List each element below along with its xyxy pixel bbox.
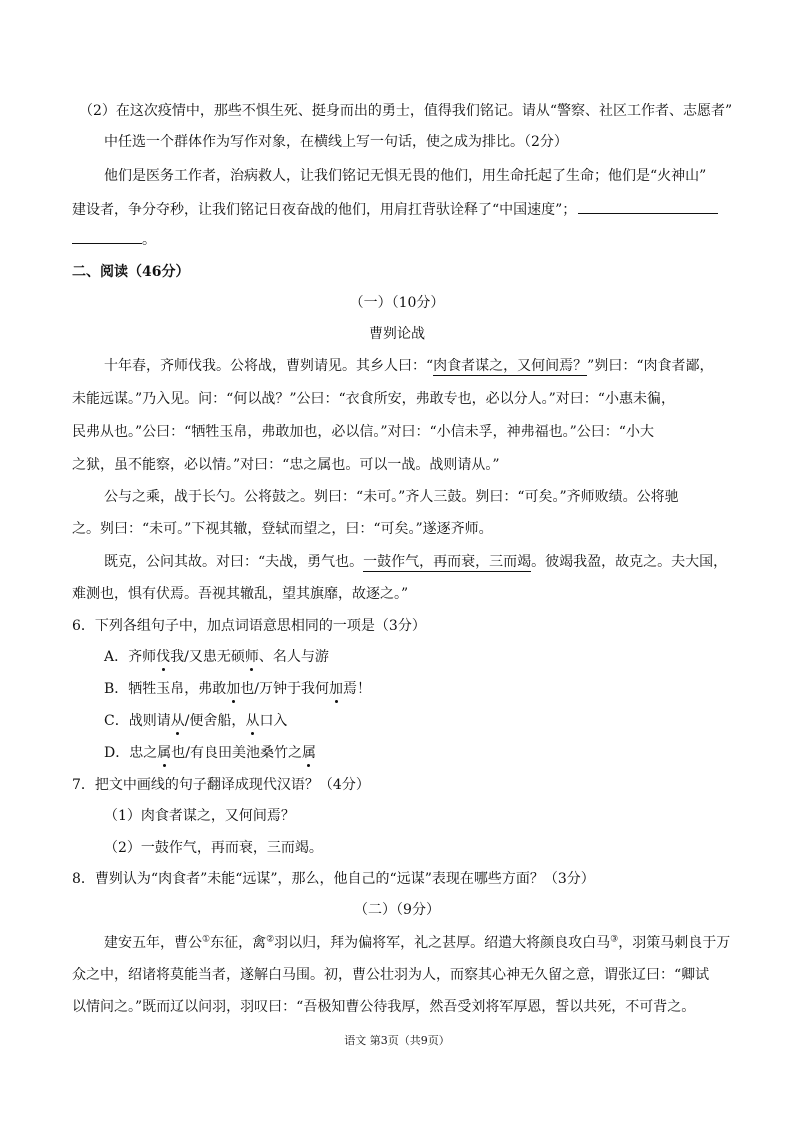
q6-option-d[interactable] xyxy=(104,743,316,763)
passage-p1-line-4: 之狱，虽不能察，必以情。”对曰：“忠之属也。可以一战。战则请从。” xyxy=(72,457,500,473)
part2-heading: （二）（9分） xyxy=(354,902,440,918)
passage-text: ”刿曰：“肉食者鄙， xyxy=(587,358,714,374)
footnote-marker: ③ xyxy=(610,934,619,945)
q2-line-1: （2）在这次疫情中，那些不惧生死、挺身而出的勇士，值得我们铭记。请从“警察、社区工作者、志愿者” xyxy=(79,103,733,119)
passage-title: 曹刿论战 xyxy=(369,326,425,342)
q2-line-2: 中任选一个群体作为写作对象，在横线上写一句话，使之成为排比。（2分） xyxy=(104,134,568,150)
passage-text: 羽以归，拜为偏将军，礼之甚厚。绍遣大将颜良攻白马 xyxy=(274,935,611,951)
passage-p3-line-2: 难测也，惧有伏焉。吾视其辙乱，望其旗靡，故逐之。” xyxy=(72,586,409,602)
passage-text: 建安五年，曹公 xyxy=(104,935,202,951)
q6-stem: 6．下列各组句子中，加点词语意思相同的一项是（3分） xyxy=(72,618,426,634)
q2-example-text: 建设者，争分夺秒，让我们铭记日夜奋战的他们，用肩扛背驮诠释了“中国速度”； xyxy=(72,202,577,218)
q2-period: 。 xyxy=(142,232,156,248)
dotted-word: 伐 xyxy=(156,649,171,665)
option-text: 也/万钟于我何 xyxy=(240,681,330,697)
q7-sentence-2: （2）一鼓作气，再而衰，三而竭。 xyxy=(104,840,323,856)
passage-p2-line-2: 之。刿曰：“未可。”下视其辙，登轼而望之，曰：“可矣。”遂逐齐师。 xyxy=(72,521,493,537)
underlined-sentence-1: 肉食者谋之，又何间焉？ xyxy=(433,358,588,374)
footnote-marker: ② xyxy=(266,934,275,945)
option-text: 、名人与游 xyxy=(258,649,329,665)
option-text: 我/又患无硕 xyxy=(170,649,245,665)
q6-option-a[interactable] xyxy=(104,647,329,667)
passage-text: 东征，禽 xyxy=(210,935,267,951)
q2-blank-line xyxy=(72,229,156,250)
option-text: /便舍船， xyxy=(184,713,246,729)
underlined-sentence-2: 一鼓作气，再而衰，三而竭 xyxy=(363,554,532,570)
passage-text: 十年春，齐师伐我。公将战，曹刿请见。其乡人曰：“ xyxy=(104,358,434,374)
answer-blank-2[interactable] xyxy=(72,229,142,244)
part1-heading: （一）（10分） xyxy=(349,295,445,311)
option-text: B．牺牲玉帛，弗敢 xyxy=(104,681,227,697)
option-text: C．战则请 xyxy=(104,713,171,729)
footnote-marker: ① xyxy=(202,934,211,945)
section-heading-reading: 二、阅读（46分） xyxy=(72,264,190,280)
passage-p1-line-2: 未能远谋。”乃入见。问：“何以战？”公曰：“衣食所安，弗敢专也，必以分人。”对曰：“小惠未徧， xyxy=(72,391,675,407)
option-text: 焉！ xyxy=(343,681,372,697)
dotted-word: 属 xyxy=(157,745,172,761)
passage-p3-line-1 xyxy=(104,552,727,572)
dotted-word: 加 xyxy=(226,681,241,697)
passage-p1-line-3: 民弗从也。”公曰：“牺牲玉帛，弗敢加也，必以信。”对曰：“小信未孚，神弗福也。”公曰：“小大 xyxy=(72,424,654,440)
option-text: D．忠之 xyxy=(104,745,158,761)
option-text: 口入 xyxy=(259,713,288,729)
passage-p1-line-1 xyxy=(104,356,713,376)
dotted-word: 属 xyxy=(301,745,316,761)
dotted-word: 加 xyxy=(329,681,344,697)
dotted-word: 师 xyxy=(244,649,259,665)
q6-option-c[interactable] xyxy=(104,711,287,731)
q6-option-b[interactable] xyxy=(104,679,371,699)
page-footer: 语文 第3页（共9页） xyxy=(344,1034,450,1047)
passage-text: ，羽策马刺良于万 xyxy=(618,935,731,951)
answer-blank-1[interactable] xyxy=(578,199,718,214)
passage2-line-1 xyxy=(104,933,730,953)
passage-text: 。彼竭我盈，故克之。夫大国， xyxy=(531,554,728,570)
passage2-line-2: 众之中，绍诸将莫能当者，遂解白马围。初，曹公壮羽为人，而察其心神无久留之意，谓张辽曰：“卿试 xyxy=(72,967,710,983)
dotted-word: 从 xyxy=(170,713,185,729)
q2-example-line-2 xyxy=(72,199,718,220)
passage-p2-line-1: 公与之乘，战于长勺。公将鼓之。刿曰：“未可。”齐人三鼓。刿曰：“可矣。”齐师败绩。公将驰 xyxy=(104,489,679,505)
passage-text: 既克，公问其故。对曰：“夫战，勇气也。 xyxy=(104,554,364,570)
q7-stem: 7．把文中画线的句子翻译成现代汉语？（4分） xyxy=(72,777,370,793)
option-text: A．齐师 xyxy=(104,649,157,665)
q2-example-line-1: 他们是医务工作者，治病救人，让我们铭记无惧无畏的他们，用生命托起了生命；他们是“火神山” xyxy=(104,168,707,184)
q8-stem: 8．曹刿认为“肉食者”未能“远谋”，那么，他自己的“远谋”表现在哪些方面？（3分） xyxy=(72,871,595,887)
dotted-word: 从 xyxy=(245,713,260,729)
q7-sentence-1: （1）肉食者谋之，又何间焉？ xyxy=(104,808,295,824)
option-text: 也/有良田美池桑竹之 xyxy=(171,745,302,761)
passage2-line-3: 以情问之。”既而辽以问羽，羽叹曰：“吾极知曹公待我厚，然吾受刘将军厚恩，誓以共死，不可背之。 xyxy=(72,999,696,1015)
